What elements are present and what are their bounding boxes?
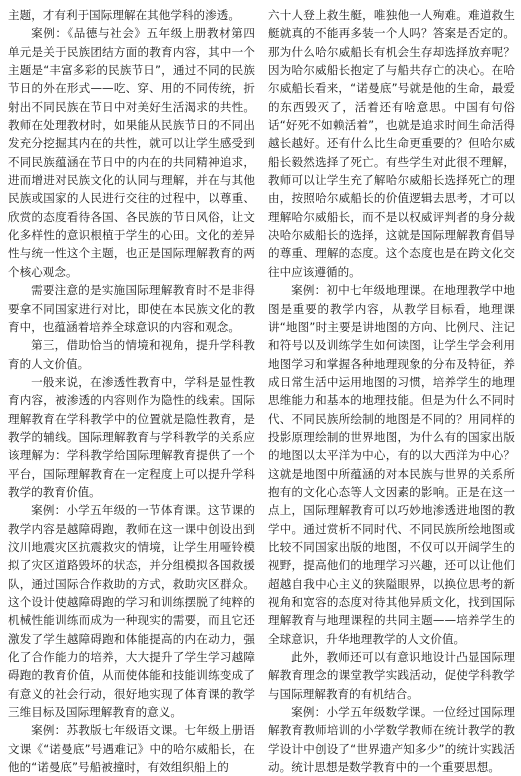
paragraph-case-moral-society: 案例：《品德与社会》五年级上册教材第四单元是关于民族团结方面的教育内容，其中一个主题是“丰富多彩的民族节日”，通过不同的民族节日的外在形式——吃、穿、用的不同传统，折射出不同民族在节日中对美好生活渴求的共性。教师在处理教材时，如果能从民族节日的不同出发充分挖掘其内在的共性，就可以让学生感受到不同民族蕴涵在节日中的内在的共同精神追求，进而增进对民族文化的认同与理解，并在与其他民族或国家的人民进行交往的过程中，以尊重、欣赏的态度看待各国、各民族的节日风俗，让文化多样性的意识根植于学生的心田。文化的差异性与统一性这个主题，也正是国际理解教育的两个核心观念。 bbox=[8, 26, 255, 279]
left-column bbox=[8, 6, 255, 776]
paragraph: 此外，教师还可以有意识地设计凸显国际理解教育理念的课堂教学实践活动，促使学科教学与国际理解教育的有机结合。 bbox=[268, 650, 515, 701]
paragraph: 六十人登上救生艇，唯独他一人殉难。难道救生艇就真的不能再多装一个人吗？答案是否定的。那为什么哈尔威船长有机会生存却选择放弃呢？因为哈尔威船长抱定了与船共存亡的决心。在哈尔威船长看来，“诺曼底”号就是他的生命，最爱的东西毁灭了，活着还有啥意思。中国有句俗话“好死不如赖活着”，也就是追求时间生命活得越长越好。还有什么比生命更重要的？但哈尔威船长毅然选择了死亡。有些学生对此很不理解，教师可以让学生充了解哈尔威船长选择死亡的理由，按照哈尔威船长的价值逻辑去思考，才可以理解哈尔威船长，而不是以权威评判者的身分裁决哈尔威船长的选择，这就是国际理解教育倡导的尊重、理解的态度。这个态度也是在跨文化交往中应该遵循的。 bbox=[268, 8, 515, 279]
paragraph-case-math-class: 案例：小学五年级数学课。一位经过国际理解教育教师培训的小学数学教师在统计教学的教学设计中创设了“世界遗产知多少”的统计实践活动。统计思想是数学教育中的一个重要思想。 bbox=[268, 705, 515, 775]
right-column bbox=[268, 6, 515, 776]
paragraph-case-pe-class: 案例：小学五年级的一节体育课。这节课的教学内容是越障碍跑，教师在这一课中创设出到汶川地震灾区抗震救灾的情境，让学生用哑铃模拟了灾区道路毁坏的状态，并分组模拟各国救援队，通过国际合作救助的方式，救助灾区群众。这个设计使越障碍跑的学习和训练摆脱了纯粹的机械性能训练而成为一种现实的需要，而且它还激发了学生越障碍跑和体能提高的内在动力，强化了合作能力的培养，大大提升了学生学习越障碍跑的教育价值，从而使体能和技能训练变成了有意义的社会行动，很好地实现了体育课的教学三维目标及国际理解教育的意义。 bbox=[8, 503, 255, 720]
paragraph: 一般来说，在渗透性教育中，学科是显性教育内容，被渗透的内容则作为隐性的线索。国际理解教育在学科教学中的位置就是隐性教育，是教学的辅线。国际理解教育与学科教学的关系应该理解为：学科教学给国际理解教育提供了一个平台，国际理解教育在一定程度上可以提升学科教学的教育价值。 bbox=[8, 374, 255, 499]
paragraph-point-three: 第三，借助恰当的情境和视角，提升学科教育的人文价值。 bbox=[8, 338, 255, 371]
paragraph: 需要注意的是实施国际理解教育时不是非得要拿不同国家进行对比，即使在本民族文化的教育中，也蕴涵着培养全球意识的内容和观念。 bbox=[8, 283, 255, 334]
two-column-body bbox=[8, 6, 515, 776]
paragraph-case-chinese-class: 案例：苏教版七年级语文课。七年级上册语文课《“诺曼底”号遇难记》中的哈尔威船长，在他的“诺曼底”号船被撞时，有效组织船上的 bbox=[8, 723, 255, 775]
paragraph: 主题，才有利于国际理解在其他学科的渗透。 bbox=[8, 8, 240, 22]
paragraph-case-geography-class: 案例：初中七年级地理课。在地理教学中地图是重要的教学内容，从教学目标看，地理课讲“地图”时主要是讲地图的方向、比例尺、注记和符号以及训练学生如何读图，让学生学会利用地图学习和掌握各种地理现象的分布及特征，养成日常生活中运用地图的习惯，培养学生的地理思维能力和基本的地理技能。但是为什么不同时代、不同民族所绘制的地图是不同的？用同样的投影原理绘制的世界地图，为什么有的国家出版的地图以太平洋为中心，有的以大西洋为中心？这就是地图中所蕴涵的对本民族与世界的关系所抱有的文化心态等人文因素的影响。正是在这一点上，国际理解教育可以巧妙地渗透进地图的教学中。通过赏析不同时代、不同民族所绘地图或比较不同国家出版的地图，不仅可以开阔学生的视野，提高他们的地理学习兴趣，还可以让他们超越自我中心主义的狭隘眼界，以换位思考的新视角和宽容的态度对待其他异质文化，找到国际理解教育与地理课程的共同主题——培养学生的全球意识，升华地理教学的人文价值。 bbox=[268, 283, 515, 646]
